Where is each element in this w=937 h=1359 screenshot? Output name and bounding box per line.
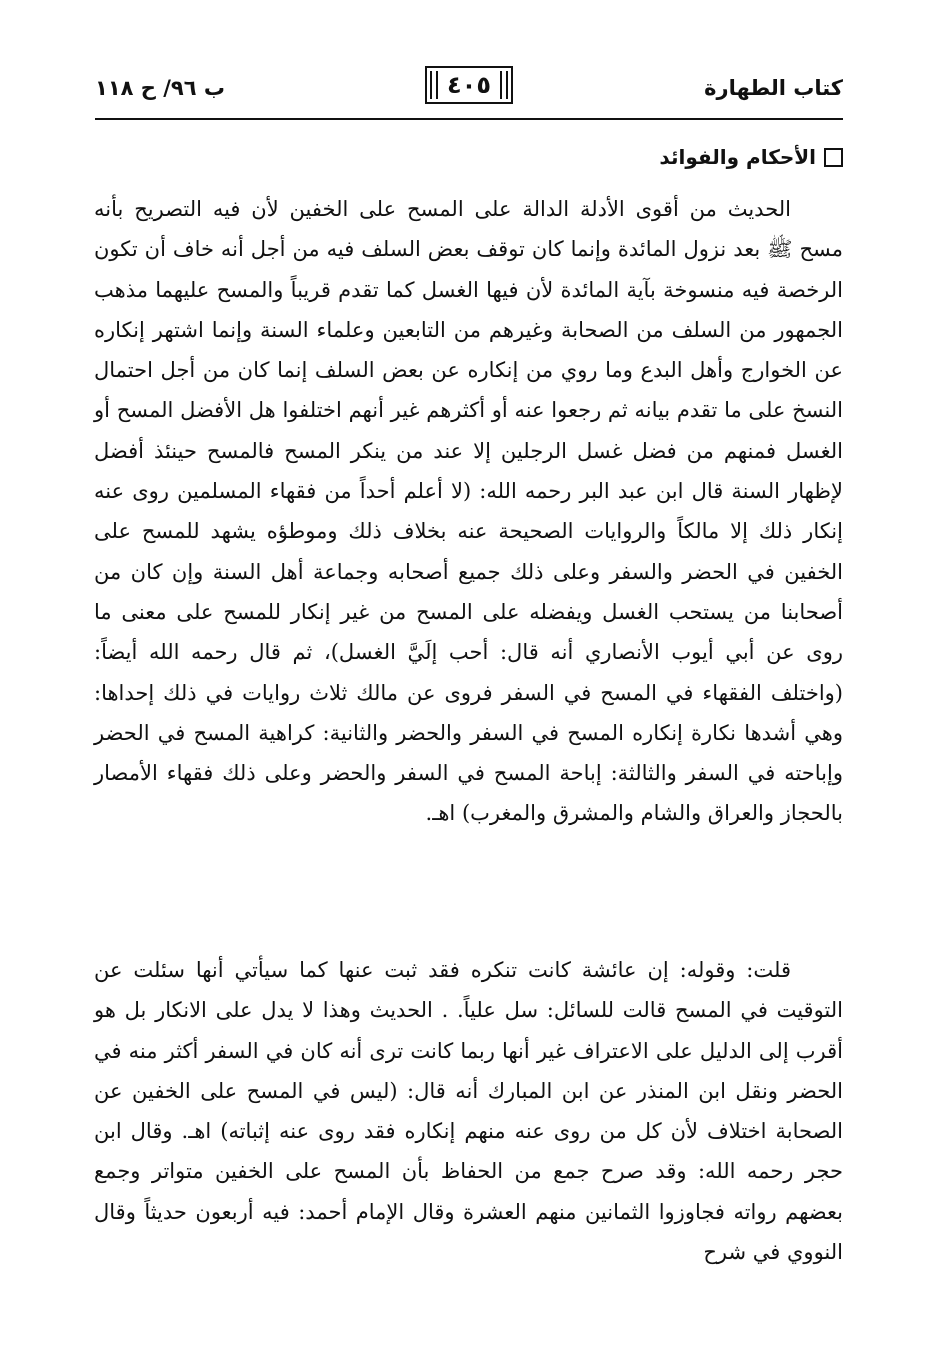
page-header [95, 62, 843, 120]
paragraph-2: قلت: وقوله: إن عائشة كانت تنكره فقد ثبت عنها كما سيأتي أنها سئلت عن التوقيت في المسح قالت للسائل: سل علياً. . الحديث وهذا لا يدل على الانكار بل هو أقرب إلى الدليل على الاعتراف غير أنها ربما كانت ترى أنه كان في السفر أكثر منه في الحضر ونقل ابن المنذر عن ابن المبارك أنه قال: (ليس في المسح على الخفين عن الصحابة اختلاف لأن كل من روى عنه منهم إنكاره فقد روى عنه إثباته) اهـ. وقال ابن حجر رحمه الله: وقد صرح جمع من الحفاظ بأن المسح على الخفين متواتر وجمع بعضهم رواته فجاوزوا الثمانين منهم العشرة وقال الإمام أحمد: فيه أربعون حديثاً وقال النووي في شرح [94, 958, 843, 1265]
hadith-reference: ب ٩٦/ ح ١١٨ [95, 76, 225, 100]
book-title: كتاب الطهارة [704, 76, 843, 100]
page-number: ٤٠٥ [425, 66, 513, 104]
paragraph-1: الحديث من أقوى الأدلة الدالة على المسح على الخفين لأن فيه التصريح بأنه مسح ﷺ بعد نزول المائدة وإنما كان توقف بعض السلف فيه من أجل أنه خاف أن تكون الرخصة فيه منسوخة بآية المائدة لأن فيها الغسل كما تقدم قريباً والمسح عليهما مذهب الجمهور من السلف من الصحابة وغيرهم من التابعين وعلماء السنة وإنما اشتهر إنكاره عن الخوارج وأهل البدع وما روي من إنكاره عن بعض السلف إنما كان من أجل احتمال النسخ على ما تقدم بيانه ثم رجعوا عنه أو أكثرهم غير أنهم اختلفوا هل الأفضل المسح أو الغسل فمنهم من فضل غسل الرجلين إلا عند من ينكر المسح فالمسح حينئذ أفضل لإظهار السنة قال ابن عبد البر رحمه الله: (لا أعلم أحداً من فقهاء المسلمين روى عنه إنكار ذلك إلا مالكاً والروايات الصحيحة عنه بخلاف ذلك وموطؤه يشهد للمسح على الخفين في الحضر والسفر وعلى ذلك جميع أصحابه وجماعة أهل السنة وإن كان من أصحابنا من يستحب الغسل ويفضله على المسح من غير إنكار للمسح على معنى ما روى عن أبي أيوب الأنصاري أنه قال: أحب إلَيَّ الغسل)، ثم قال رحمه الله أيضاً: (واختلف الفقهاء في المسح في السفر فروى عن مالك ثلاث روايات في ذلك إحداها: وهي أشدها نكارة إنكاره المسح في السفر والحضر والثانية: كراهية المسح في الحضر وإباحته في السفر والثالثة: إباحة المسح في السفر والحضر وعلى ذلك فقهاء الأمصار بالحجاز والعراق والشام والمشرق والمغرب) اهـ. [94, 197, 843, 826]
section-title: الأحكام والفوائد [659, 145, 816, 169]
checkbox-icon [824, 148, 843, 167]
section-heading [659, 145, 843, 169]
